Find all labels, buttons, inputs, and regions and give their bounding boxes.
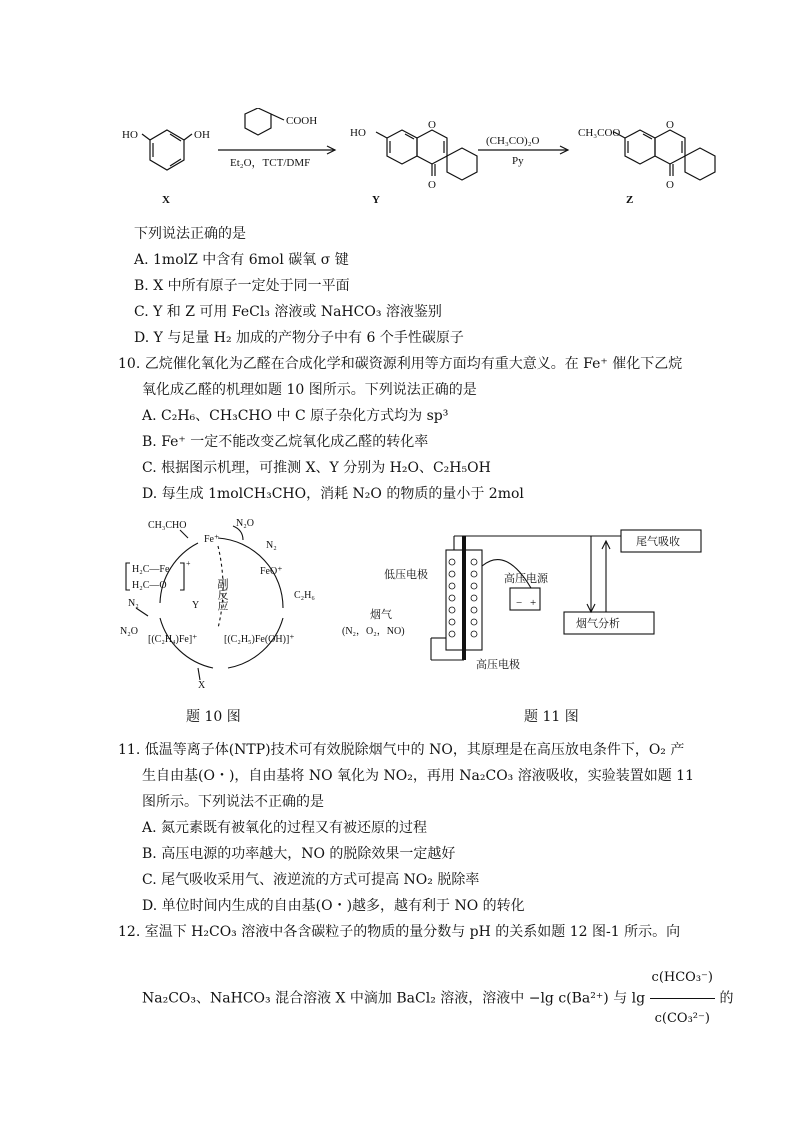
q11-option-c: C. 尾气吸收采用气、液逆流的方式可提高 NO₂ 脱除率 [142,872,480,888]
q9-option-c: C. Y 和 Z 可用 FeCl₃ 溶液或 NaHCO₃ 溶液鉴别 [134,304,442,320]
svg-text:[(C₂H₅)Fe(OH)]⁺: [(C₂H₅)Fe(OH)]⁺ [224,634,295,645]
q11-option-d: D. 单位时间内生成的自由基(O・)越多，越有利于 NO 的转化 [142,898,525,914]
hco3-co3-ratio [650,958,715,1039]
svg-text:X: X [198,680,206,691]
svg-text:(N₂，O₂，NO): (N₂，O₂，NO) [342,626,405,637]
svg-text:−: − [516,597,523,609]
svg-text:CH₃CHO: CH₃CHO [148,520,187,531]
q11-option-a: A. 氮元素既有被氧化的过程又有被还原的过程 [142,820,428,836]
svg-text:高压电源: 高压电源 [504,573,548,585]
svg-text:OH: OH [194,129,210,141]
q10-option-a: A. C₂H₆、CH₃CHO 中 C 原子杂化方式均为 sp³ [142,408,449,424]
svg-text:+: + [530,597,537,609]
x-benzene-ring [150,130,184,170]
svg-text:HO: HO [122,129,138,141]
svg-text:N₂O: N₂O [236,518,254,529]
q11-stem-line-3: 图所示。下列说法不正确的是 [142,794,324,810]
svg-text:O: O [666,119,674,131]
z-benzo-ring [625,130,655,164]
fig10-caption: 题 10 图 [186,709,241,725]
q11-option-b: B. 高压电源的功率越大，NO 的脱除效果一定越好 [142,846,456,862]
svg-text:O: O [428,119,436,131]
q10-option-d: D. 每生成 1molCH₃CHO，消耗 N₂O 的物质的量小于 2mol [142,486,524,502]
svg-text:Z: Z [626,194,634,206]
q12-stem-text: Na₂CO₃、NaHCO₃ 混合溶液 X 中滴加 BaCl₂ 溶液，溶液中 −lg c(Ba²⁺) 与 lg [142,990,646,1007]
q9-option-a: A. 1molZ 中含有 6mol 碳氧 σ 键 [134,252,349,268]
svg-text:烟气: 烟气 [370,609,392,621]
q9-option-d: D. Y 与足量 H₂ 加成的产物分子中有 6 个手性碳原子 [134,330,464,346]
svg-text:+: + [186,559,191,568]
svg-text:H₂C—O: H₂C—O [132,580,167,591]
q9-option-b: B. X 中所有原子一定处于同一平面 [134,278,350,294]
q11-stem-line-2: 生自由基(O・)，自由基将 NO 氧化为 NO₂，再用 Na₂CO₃ 溶液吸收，实验装置如题 11 [142,768,694,784]
svg-text:尾气吸收: 尾气吸收 [636,536,680,548]
svg-text:N₂: N₂ [128,598,139,609]
svg-text:FeO⁺: FeO⁺ [260,566,283,577]
ratio-denominator: c(CO₃²⁻) [654,1011,710,1026]
fig11-apparatus [336,526,706,676]
q10-option-b: B. Fe⁺ 一定不能改变乙烷氧化成乙醛的转化率 [142,434,429,450]
q12-stem-line-1: 12. 室温下 H₂CO₃ 溶液中各含碳粒子的物质的量分数与 pH 的关系如题 12 图-1 所示。向 [118,924,681,940]
q12-stem-line-2 [142,958,733,1039]
svg-text:N₂: N₂ [266,540,277,551]
svg-text:C₂H₆: C₂H₆ [294,590,315,601]
q10-option-c: C. 根据图示机理，可推测 X、Y 分别为 H₂O、C₂H₅OH [142,460,491,476]
svg-text:O: O [428,179,436,191]
svg-text:低压电极: 低压电极 [384,569,428,581]
svg-text:CH₃COO: CH₃COO [578,127,621,139]
svg-text:烟气分析: 烟气分析 [576,618,620,630]
svg-text:O: O [666,179,674,191]
svg-text:副反应: 副反应 [216,578,228,611]
svg-text:(CH₃CO)₂O: (CH₃CO)₂O [486,135,540,147]
fig11-caption: 题 11 图 [524,709,579,725]
svg-text:[(C₂H₄)Fe]⁺: [(C₂H₄)Fe]⁺ [148,634,198,645]
q9-stem: 下列说法正确的是 [134,226,246,242]
svg-text:Fe⁺: Fe⁺ [204,534,220,545]
svg-text:Py: Py [512,155,524,167]
svg-text:HO: HO [350,127,366,139]
fig10-mechanism [118,508,358,693]
svg-text:H₂C—Fe: H₂C—Fe [132,564,170,575]
q10-stem-line-2: 氧化成乙醛的机理如题 10 图所示。下列说法正确的是 [142,382,477,398]
svg-text:N₂O: N₂O [120,626,138,637]
q12-stem-tail: 的 [719,990,734,1007]
q11-stem-line-1: 11. 低温等离子体(NTP)技术可有效脱除烟气中的 NO，其原理是在高压放电条件下，O₂ 产 [118,742,685,758]
q10-stem-line-1: 10. 乙烷催化氧化为乙醛在合成化学和碳资源利用等方面均有重大意义。在 Fe⁺ 催化下乙烷 [118,356,683,372]
ratio-numerator: c(HCO₃⁻) [650,958,715,999]
svg-text:Y: Y [192,600,200,611]
reaction-scheme [120,108,740,208]
svg-text:高压电极: 高压电极 [476,659,520,671]
y-benzo-ring [387,130,417,164]
svg-text:Y: Y [372,194,380,206]
svg-text:X: X [162,194,170,206]
svg-text:Et₂O，TCT/DMF: Et₂O，TCT/DMF [230,157,311,169]
svg-text:COOH: COOH [286,115,318,127]
